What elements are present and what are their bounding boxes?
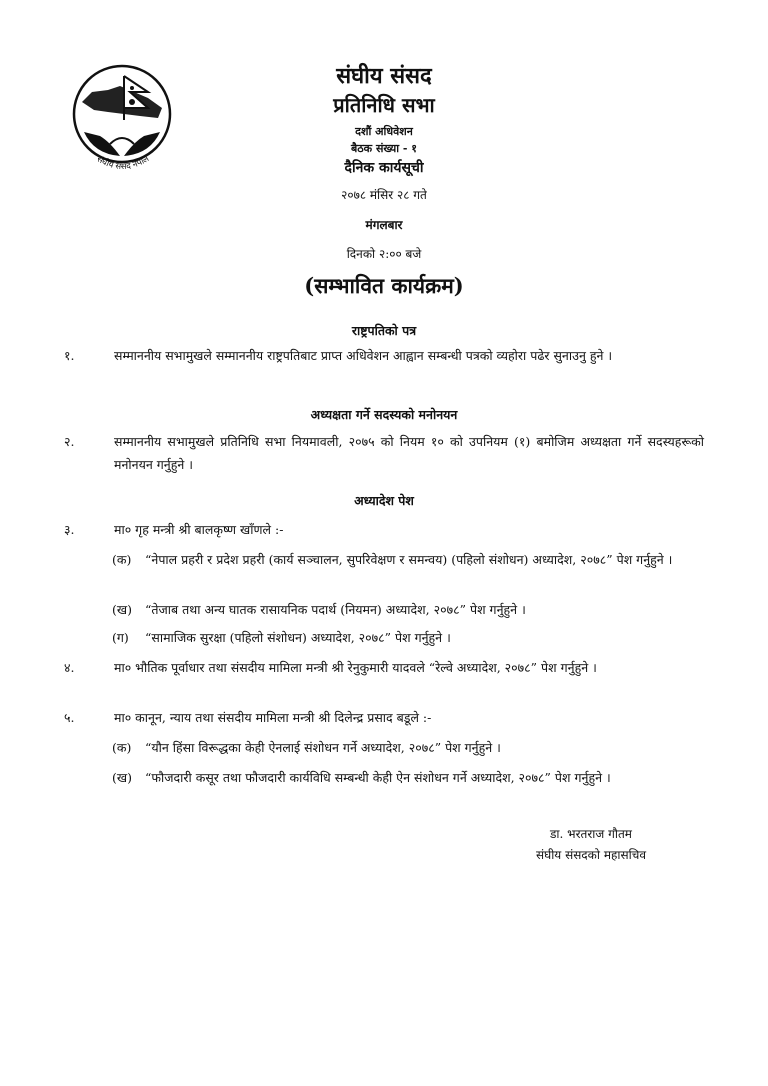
item-text: मा० गृह मन्त्री श्री बालकृष्ण खाँणले :- [114, 522, 284, 537]
sub-item-label: (ख) [112, 602, 132, 617]
agenda-day: मंगलबार [365, 218, 403, 232]
agenda-title: दैनिक कार्यसूची [344, 160, 424, 176]
signatory-title: संघीय संसदको महासचिव [536, 848, 646, 862]
item-text: मा० कानून, न्याय तथा संसदीय मामिला मन्त्री श्री दिलेन्द्र प्रसाद बडूले :- [114, 710, 432, 725]
sub-item-text: “यौन हिंसा विरूद्धका केही ऐनलाई संशोधन गर्ने अध्यादेश, २०७८” पेश गर्नुहुने । [145, 740, 501, 755]
section-title: अध्यक्षता गर्ने सदस्यको मनोनयन [310, 407, 458, 422]
agenda-time: दिनको २:०० बजे [346, 247, 422, 261]
sub-item-label: (क) [112, 740, 132, 755]
sub-item-text: “सामाजिक सुरक्षा (पहिलो संशोधन) अध्यादेश, २०७८” पेश गर्नुहुने । [145, 630, 451, 645]
signature-block [496, 824, 686, 866]
sub-item-label: (ग) [112, 630, 129, 645]
item-number: १. [64, 348, 75, 363]
org-title: संघीय संसद [336, 63, 432, 89]
item-text: मा० भौतिक पूर्वाधार तथा संसदीय मामिला मन्त्री श्री रेनुकुमारी यादवले “रेल्वे अध्यादेश, २०७८” पेश गर्नुहुने । [114, 660, 597, 675]
program-heading: (सम्भावित कार्यक्रम) [304, 273, 464, 298]
item-number: २. [64, 434, 75, 449]
sub-item-text: “फौजदारी कसूर तथा फौजदारी कार्यविधि सम्बन्धी केही ऐन संशोधन गर्ने अध्यादेश, २०७८” पेश गर्नुहुने । [145, 770, 611, 785]
signatory-name: डा. भरतराज गौतम [550, 827, 632, 841]
item-number: ३. [64, 522, 75, 537]
item-text: सम्माननीय सभामुखले प्रतिनिधि सभा नियमावली, २०७५ को नियम १० को उपनियम (१) बमोजिम अध्यक्षता गर्ने सदस्यहरूको मनोनयन गर्नुहुने । [114, 434, 704, 472]
section-title: राष्ट्रपतिको पत्र [351, 323, 417, 338]
sub-item-text: “नेपाल प्रहरी र प्रदेश प्रहरी (कार्य सञ्चालन, सुपरिवेक्षण र समन्वय) (पहिलो संशोधन) अध्यादेश, २०७८” पेश गर्नुहुने । [145, 552, 673, 567]
session-label: दशौं अधिवेशन [355, 125, 413, 138]
item-number: ५. [64, 710, 75, 725]
sub-item-text: “तेजाब तथा अन्य घातक रासायनिक पदार्थ (नियमन) अध्यादेश, २०७८” पेश गर्नुहुने । [145, 602, 526, 617]
agenda-date: २०७८ मंसिर २८ गते [341, 188, 427, 202]
section-title: अध्यादेश पेश [354, 493, 414, 508]
meeting-number: बैठक संख्या - १ [351, 142, 417, 155]
item-text: सम्माननीय सभामुखले सम्माननीय राष्ट्रपतिबाट प्राप्त अधिवेशन आह्वान सम्बन्धी पत्रको व्यहोरा पढेर सुनाउनु हुने । [114, 348, 613, 363]
logo-caption: संघीय संसद नेपाल [94, 154, 151, 173]
sub-item-label: (क) [112, 552, 132, 567]
item-number: ४. [64, 660, 75, 675]
house-title: प्रतिनिधि सभा [333, 93, 435, 117]
sub-item-label: (ख) [112, 770, 132, 785]
